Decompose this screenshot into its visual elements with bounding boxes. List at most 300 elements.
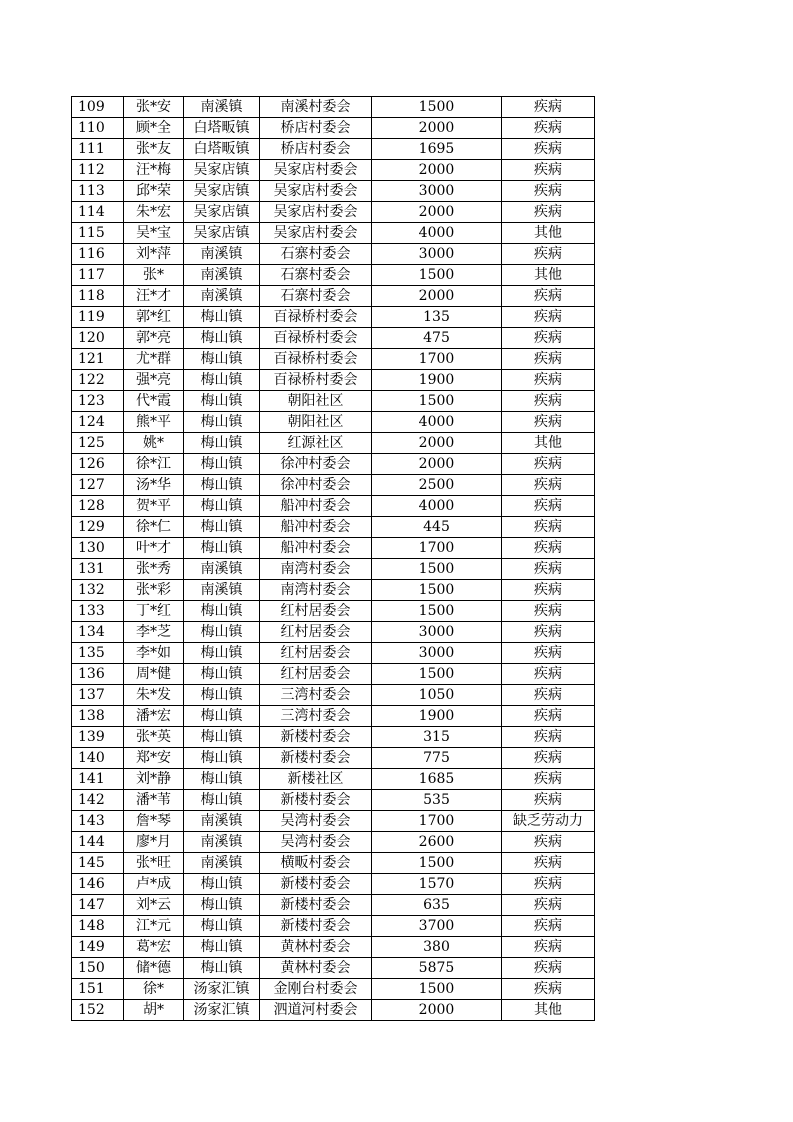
name-cell: 郭*红 — [124, 307, 184, 328]
amount-cell: 1500 — [372, 559, 502, 580]
village-cell: 红源社区 — [260, 433, 372, 454]
name-cell: 丁*红 — [124, 601, 184, 622]
amount-cell: 315 — [372, 727, 502, 748]
amount-cell: 5875 — [372, 958, 502, 979]
reason-cell: 疾病 — [502, 832, 595, 853]
amount-cell: 1700 — [372, 538, 502, 559]
row-number-cell: 122 — [72, 370, 124, 391]
reason-cell: 其他 — [502, 223, 595, 244]
name-cell: 张* — [124, 265, 184, 286]
amount-cell: 775 — [372, 748, 502, 769]
table-row — [72, 97, 595, 118]
town-cell: 白塔畈镇 — [184, 118, 260, 139]
table-row — [72, 223, 595, 244]
amount-cell: 1695 — [372, 139, 502, 160]
name-cell: 李*芝 — [124, 622, 184, 643]
town-cell: 梅山镇 — [184, 706, 260, 727]
table-row — [72, 895, 595, 916]
reason-cell: 疾病 — [502, 517, 595, 538]
name-cell: 胡* — [124, 1000, 184, 1021]
amount-cell: 1050 — [372, 685, 502, 706]
name-cell: 徐*江 — [124, 454, 184, 475]
name-cell: 张*友 — [124, 139, 184, 160]
reason-cell: 疾病 — [502, 937, 595, 958]
name-cell: 詹*琴 — [124, 811, 184, 832]
village-cell: 新楼社区 — [260, 769, 372, 790]
town-cell: 梅山镇 — [184, 916, 260, 937]
row-number-cell: 136 — [72, 664, 124, 685]
town-cell: 梅山镇 — [184, 895, 260, 916]
village-cell: 南溪村委会 — [260, 97, 372, 118]
reason-cell: 疾病 — [502, 328, 595, 349]
amount-cell: 3000 — [372, 181, 502, 202]
town-cell: 梅山镇 — [184, 937, 260, 958]
reason-cell: 疾病 — [502, 622, 595, 643]
town-cell: 梅山镇 — [184, 412, 260, 433]
reason-cell: 疾病 — [502, 685, 595, 706]
village-cell: 南湾村委会 — [260, 559, 372, 580]
village-cell: 吴湾村委会 — [260, 832, 372, 853]
village-cell: 南湾村委会 — [260, 580, 372, 601]
name-cell: 强*亮 — [124, 370, 184, 391]
amount-cell: 3000 — [372, 643, 502, 664]
name-cell: 吴*宝 — [124, 223, 184, 244]
reason-cell: 其他 — [502, 1000, 595, 1021]
village-cell: 红村居委会 — [260, 664, 372, 685]
row-number-cell: 143 — [72, 811, 124, 832]
row-number-cell: 129 — [72, 517, 124, 538]
row-number-cell: 111 — [72, 139, 124, 160]
village-cell: 三湾村委会 — [260, 685, 372, 706]
reason-cell: 疾病 — [502, 391, 595, 412]
row-number-cell: 121 — [72, 349, 124, 370]
name-cell: 储*德 — [124, 958, 184, 979]
row-number-cell: 123 — [72, 391, 124, 412]
amount-cell: 2000 — [372, 433, 502, 454]
row-number-cell: 120 — [72, 328, 124, 349]
table-row — [72, 790, 595, 811]
amount-cell: 2500 — [372, 475, 502, 496]
row-number-cell: 110 — [72, 118, 124, 139]
name-cell: 徐* — [124, 979, 184, 1000]
table-row — [72, 643, 595, 664]
town-cell: 南溪镇 — [184, 286, 260, 307]
village-cell: 百禄桥村委会 — [260, 328, 372, 349]
row-number-cell: 149 — [72, 937, 124, 958]
village-cell: 新楼村委会 — [260, 916, 372, 937]
table-row — [72, 160, 595, 181]
row-number-cell: 115 — [72, 223, 124, 244]
row-number-cell: 124 — [72, 412, 124, 433]
town-cell: 梅山镇 — [184, 622, 260, 643]
table-row — [72, 580, 595, 601]
table-row — [72, 664, 595, 685]
village-cell: 新楼村委会 — [260, 748, 372, 769]
row-number-cell: 119 — [72, 307, 124, 328]
table-row — [72, 265, 595, 286]
name-cell: 熊*平 — [124, 412, 184, 433]
village-cell: 新楼村委会 — [260, 727, 372, 748]
town-cell: 梅山镇 — [184, 790, 260, 811]
village-cell: 红村居委会 — [260, 601, 372, 622]
amount-cell: 445 — [372, 517, 502, 538]
table-row — [72, 601, 595, 622]
town-cell: 南溪镇 — [184, 832, 260, 853]
name-cell: 李*如 — [124, 643, 184, 664]
name-cell: 葛*宏 — [124, 937, 184, 958]
village-cell: 桥店村委会 — [260, 118, 372, 139]
name-cell: 卢*成 — [124, 874, 184, 895]
row-number-cell: 112 — [72, 160, 124, 181]
town-cell: 梅山镇 — [184, 769, 260, 790]
reason-cell: 疾病 — [502, 874, 595, 895]
reason-cell: 疾病 — [502, 727, 595, 748]
name-cell: 张*彩 — [124, 580, 184, 601]
reason-cell: 疾病 — [502, 916, 595, 937]
reason-cell: 疾病 — [502, 706, 595, 727]
amount-cell: 1500 — [372, 853, 502, 874]
town-cell: 梅山镇 — [184, 349, 260, 370]
amount-cell: 380 — [372, 937, 502, 958]
table-row — [72, 517, 595, 538]
amount-cell: 475 — [372, 328, 502, 349]
reason-cell: 疾病 — [502, 454, 595, 475]
name-cell: 朱*发 — [124, 685, 184, 706]
amount-cell: 2000 — [372, 160, 502, 181]
village-cell: 红村居委会 — [260, 622, 372, 643]
reason-cell: 疾病 — [502, 958, 595, 979]
reason-cell: 其他 — [502, 433, 595, 454]
town-cell: 南溪镇 — [184, 580, 260, 601]
table-row — [72, 433, 595, 454]
name-cell: 张*英 — [124, 727, 184, 748]
amount-cell: 2000 — [372, 118, 502, 139]
table-row — [72, 706, 595, 727]
row-number-cell: 146 — [72, 874, 124, 895]
row-number-cell: 113 — [72, 181, 124, 202]
name-cell: 尤*群 — [124, 349, 184, 370]
name-cell: 邱*荣 — [124, 181, 184, 202]
row-number-cell: 147 — [72, 895, 124, 916]
village-cell: 吴家店村委会 — [260, 223, 372, 244]
reason-cell: 疾病 — [502, 895, 595, 916]
town-cell: 汤家汇镇 — [184, 1000, 260, 1021]
village-cell: 百禄桥村委会 — [260, 307, 372, 328]
village-cell: 吴家店村委会 — [260, 181, 372, 202]
row-number-cell: 109 — [72, 97, 124, 118]
village-cell: 石寨村委会 — [260, 244, 372, 265]
reason-cell: 疾病 — [502, 118, 595, 139]
reason-cell: 疾病 — [502, 559, 595, 580]
table-row — [72, 748, 595, 769]
row-number-cell: 142 — [72, 790, 124, 811]
amount-cell: 535 — [372, 790, 502, 811]
amount-cell: 1500 — [372, 979, 502, 1000]
reason-cell: 疾病 — [502, 979, 595, 1000]
row-number-cell: 135 — [72, 643, 124, 664]
table-row — [72, 559, 595, 580]
amount-cell: 2000 — [372, 454, 502, 475]
town-cell: 梅山镇 — [184, 328, 260, 349]
reason-cell: 疾病 — [502, 664, 595, 685]
name-cell: 潘*苇 — [124, 790, 184, 811]
row-number-cell: 138 — [72, 706, 124, 727]
amount-cell: 1500 — [372, 580, 502, 601]
amount-cell: 1500 — [372, 664, 502, 685]
reason-cell: 疾病 — [502, 370, 595, 391]
table-row — [72, 475, 595, 496]
name-cell: 汪*梅 — [124, 160, 184, 181]
amount-cell: 3000 — [372, 622, 502, 643]
row-number-cell: 148 — [72, 916, 124, 937]
village-cell: 吴湾村委会 — [260, 811, 372, 832]
name-cell: 郑*安 — [124, 748, 184, 769]
village-cell: 吴家店村委会 — [260, 202, 372, 223]
town-cell: 梅山镇 — [184, 517, 260, 538]
town-cell: 南溪镇 — [184, 811, 260, 832]
amount-cell: 1500 — [372, 265, 502, 286]
reason-cell: 疾病 — [502, 580, 595, 601]
table-row — [72, 496, 595, 517]
village-cell: 船冲村委会 — [260, 496, 372, 517]
amount-cell: 635 — [372, 895, 502, 916]
town-cell: 梅山镇 — [184, 748, 260, 769]
row-number-cell: 137 — [72, 685, 124, 706]
row-number-cell: 151 — [72, 979, 124, 1000]
reason-cell: 疾病 — [502, 496, 595, 517]
village-cell: 百禄桥村委会 — [260, 349, 372, 370]
town-cell: 梅山镇 — [184, 391, 260, 412]
row-number-cell: 114 — [72, 202, 124, 223]
name-cell: 刘*静 — [124, 769, 184, 790]
village-cell: 石寨村委会 — [260, 286, 372, 307]
name-cell: 刘*云 — [124, 895, 184, 916]
town-cell: 白塔畈镇 — [184, 139, 260, 160]
name-cell: 张*安 — [124, 97, 184, 118]
row-number-cell: 140 — [72, 748, 124, 769]
town-cell: 梅山镇 — [184, 727, 260, 748]
reason-cell: 疾病 — [502, 790, 595, 811]
amount-cell: 1900 — [372, 706, 502, 727]
table-row — [72, 937, 595, 958]
amount-cell: 2600 — [372, 832, 502, 853]
reason-cell: 疾病 — [502, 853, 595, 874]
row-number-cell: 139 — [72, 727, 124, 748]
amount-cell: 1500 — [372, 391, 502, 412]
town-cell: 南溪镇 — [184, 97, 260, 118]
name-cell: 叶*才 — [124, 538, 184, 559]
town-cell: 南溪镇 — [184, 559, 260, 580]
town-cell: 梅山镇 — [184, 874, 260, 895]
town-cell: 南溪镇 — [184, 265, 260, 286]
table-row — [72, 328, 595, 349]
village-cell: 石寨村委会 — [260, 265, 372, 286]
reason-cell: 疾病 — [502, 139, 595, 160]
village-cell: 新楼村委会 — [260, 790, 372, 811]
village-cell: 吴家店村委会 — [260, 160, 372, 181]
row-number-cell: 144 — [72, 832, 124, 853]
reason-cell: 疾病 — [502, 748, 595, 769]
row-number-cell: 152 — [72, 1000, 124, 1021]
amount-cell: 4000 — [372, 496, 502, 517]
reason-cell: 疾病 — [502, 601, 595, 622]
reason-cell: 疾病 — [502, 244, 595, 265]
town-cell: 梅山镇 — [184, 496, 260, 517]
name-cell: 周*健 — [124, 664, 184, 685]
village-cell: 船冲村委会 — [260, 517, 372, 538]
town-cell: 梅山镇 — [184, 664, 260, 685]
table-row — [72, 391, 595, 412]
amount-cell: 3000 — [372, 244, 502, 265]
village-cell: 黄林村委会 — [260, 958, 372, 979]
town-cell: 梅山镇 — [184, 685, 260, 706]
village-cell: 三湾村委会 — [260, 706, 372, 727]
amount-cell: 1570 — [372, 874, 502, 895]
table-row — [72, 958, 595, 979]
name-cell: 汪*才 — [124, 286, 184, 307]
name-cell: 潘*宏 — [124, 706, 184, 727]
row-number-cell: 150 — [72, 958, 124, 979]
amount-cell: 1500 — [372, 601, 502, 622]
name-cell: 张*旺 — [124, 853, 184, 874]
table-row — [72, 349, 595, 370]
village-cell: 金刚台村委会 — [260, 979, 372, 1000]
reason-cell: 疾病 — [502, 202, 595, 223]
row-number-cell: 117 — [72, 265, 124, 286]
town-cell: 梅山镇 — [184, 475, 260, 496]
village-cell: 红村居委会 — [260, 643, 372, 664]
table-row — [72, 307, 595, 328]
reason-cell: 疾病 — [502, 769, 595, 790]
town-cell: 梅山镇 — [184, 454, 260, 475]
name-cell: 刘*萍 — [124, 244, 184, 265]
amount-cell: 1500 — [372, 97, 502, 118]
village-cell: 新楼村委会 — [260, 874, 372, 895]
village-cell: 横畈村委会 — [260, 853, 372, 874]
amount-cell: 4000 — [372, 223, 502, 244]
reason-cell: 疾病 — [502, 307, 595, 328]
table-row — [72, 685, 595, 706]
table-row — [72, 286, 595, 307]
amount-cell: 1700 — [372, 811, 502, 832]
reason-cell: 疾病 — [502, 286, 595, 307]
row-number-cell: 125 — [72, 433, 124, 454]
row-number-cell: 128 — [72, 496, 124, 517]
row-number-cell: 134 — [72, 622, 124, 643]
table-row — [72, 412, 595, 433]
name-cell: 朱*宏 — [124, 202, 184, 223]
town-cell: 吴家店镇 — [184, 181, 260, 202]
town-cell: 梅山镇 — [184, 538, 260, 559]
name-cell: 汤*华 — [124, 475, 184, 496]
town-cell: 梅山镇 — [184, 370, 260, 391]
reason-cell: 疾病 — [502, 181, 595, 202]
table-row — [72, 874, 595, 895]
table-row — [72, 853, 595, 874]
town-cell: 吴家店镇 — [184, 223, 260, 244]
table-row — [72, 916, 595, 937]
name-cell: 江*元 — [124, 916, 184, 937]
row-number-cell: 118 — [72, 286, 124, 307]
village-cell: 朝阳社区 — [260, 412, 372, 433]
village-cell: 朝阳社区 — [260, 391, 372, 412]
town-cell: 汤家汇镇 — [184, 979, 260, 1000]
amount-cell: 135 — [372, 307, 502, 328]
town-cell: 南溪镇 — [184, 853, 260, 874]
village-cell: 船冲村委会 — [260, 538, 372, 559]
name-cell: 贺*平 — [124, 496, 184, 517]
village-cell: 百禄桥村委会 — [260, 370, 372, 391]
name-cell: 代*霞 — [124, 391, 184, 412]
amount-cell: 1900 — [372, 370, 502, 391]
name-cell: 廖*月 — [124, 832, 184, 853]
table-row — [72, 727, 595, 748]
table-row — [72, 769, 595, 790]
table-row — [72, 244, 595, 265]
name-cell: 姚* — [124, 433, 184, 454]
reason-cell: 疾病 — [502, 97, 595, 118]
amount-cell: 2000 — [372, 286, 502, 307]
row-number-cell: 145 — [72, 853, 124, 874]
table-row — [72, 1000, 595, 1021]
amount-cell: 4000 — [372, 412, 502, 433]
name-cell: 徐*仁 — [124, 517, 184, 538]
table-row — [72, 454, 595, 475]
village-cell: 桥店村委会 — [260, 139, 372, 160]
relief-table — [71, 96, 595, 1021]
table-row — [72, 979, 595, 1000]
town-cell: 梅山镇 — [184, 958, 260, 979]
table-row — [72, 370, 595, 391]
reason-cell: 疾病 — [502, 538, 595, 559]
row-number-cell: 131 — [72, 559, 124, 580]
amount-cell: 1700 — [372, 349, 502, 370]
row-number-cell: 130 — [72, 538, 124, 559]
name-cell: 郭*亮 — [124, 328, 184, 349]
name-cell: 张*秀 — [124, 559, 184, 580]
row-number-cell: 116 — [72, 244, 124, 265]
amount-cell: 2000 — [372, 202, 502, 223]
town-cell: 吴家店镇 — [184, 202, 260, 223]
table-row — [72, 202, 595, 223]
village-cell: 徐冲村委会 — [260, 475, 372, 496]
amount-cell: 1685 — [372, 769, 502, 790]
reason-cell: 其他 — [502, 265, 595, 286]
village-cell: 徐冲村委会 — [260, 454, 372, 475]
row-number-cell: 126 — [72, 454, 124, 475]
table-row — [72, 118, 595, 139]
town-cell: 梅山镇 — [184, 601, 260, 622]
town-cell: 梅山镇 — [184, 307, 260, 328]
row-number-cell: 132 — [72, 580, 124, 601]
amount-cell: 2000 — [372, 1000, 502, 1021]
town-cell: 梅山镇 — [184, 643, 260, 664]
amount-cell: 3700 — [372, 916, 502, 937]
village-cell: 黄林村委会 — [260, 937, 372, 958]
reason-cell: 疾病 — [502, 160, 595, 181]
village-cell: 泗道河村委会 — [260, 1000, 372, 1021]
table-row — [72, 139, 595, 160]
reason-cell: 疾病 — [502, 412, 595, 433]
village-cell: 新楼村委会 — [260, 895, 372, 916]
table-body — [72, 97, 595, 1021]
name-cell: 顾*全 — [124, 118, 184, 139]
table-row — [72, 832, 595, 853]
row-number-cell: 133 — [72, 601, 124, 622]
town-cell: 南溪镇 — [184, 244, 260, 265]
town-cell: 吴家店镇 — [184, 160, 260, 181]
reason-cell: 疾病 — [502, 349, 595, 370]
